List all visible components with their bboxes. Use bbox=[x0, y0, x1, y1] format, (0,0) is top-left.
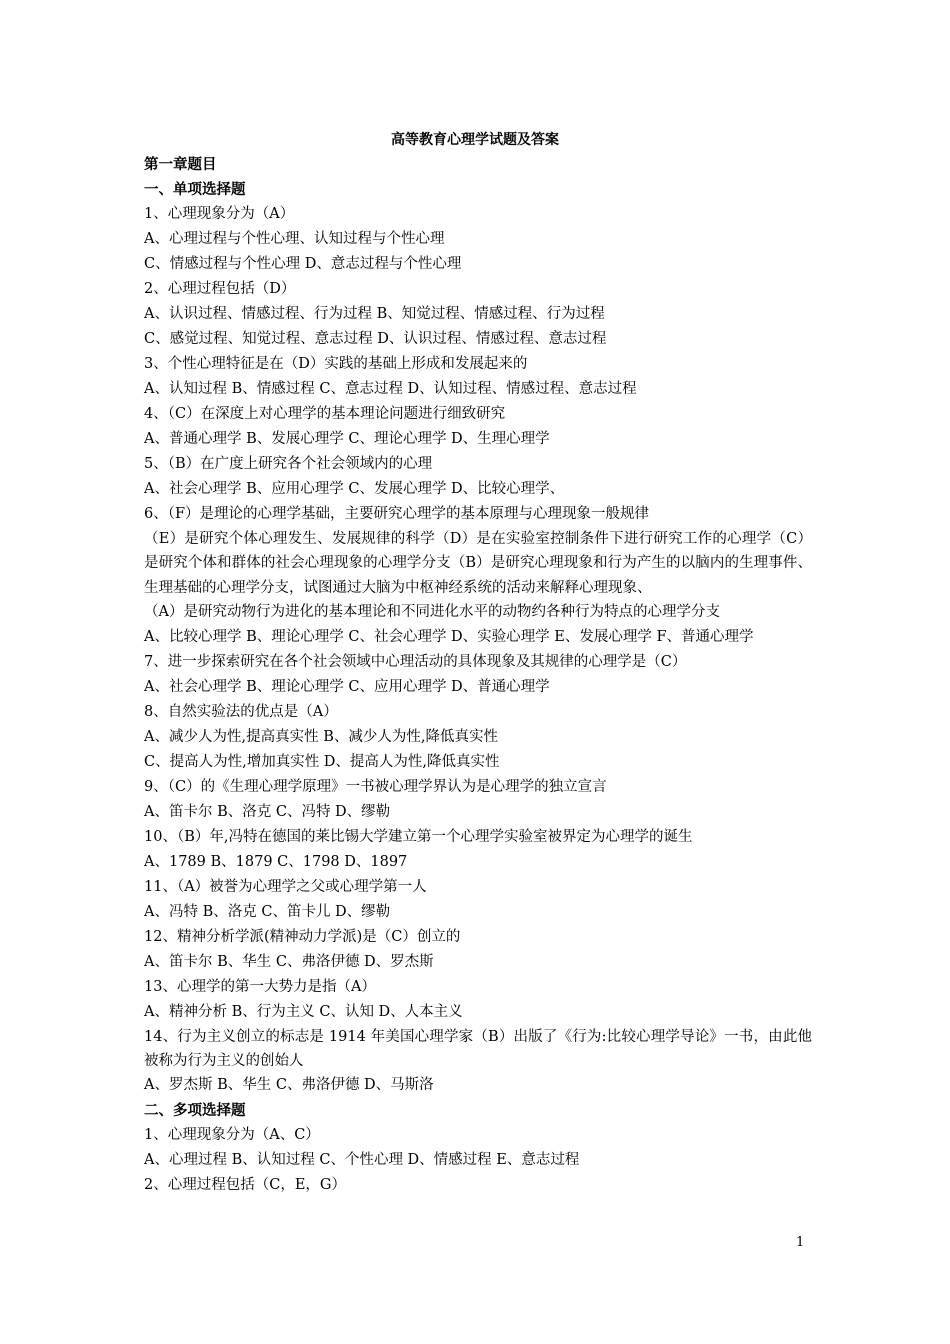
text-line: 1、心理现象分为（A） bbox=[144, 206, 295, 222]
text-line: 12、精神分析学派(精神动力学派)是（C）创立的 bbox=[144, 928, 461, 945]
document-body bbox=[144, 152, 812, 1198]
text-line: A、心理过程 B、认知过程 C、个性心理 D、情感过程 E、意志过程 bbox=[144, 1152, 580, 1169]
section-heading: 第一章题目 bbox=[144, 156, 217, 173]
text-line: A、心理过程与个性心理、认知过程与个性心理 bbox=[144, 231, 445, 247]
text-line: A、罗杰斯 B、华生 C、弗洛伊德 D、马斯洛 bbox=[144, 1077, 434, 1094]
text-line: 7、进一步探索研究在各个社会领域中心理活动的具体现象及其规律的心理学是（C） bbox=[144, 653, 687, 670]
text-line: A、认知过程 B、情感过程 C、意志过程 D、认知过程、情感过程、意志过程 bbox=[144, 381, 637, 397]
text-line: A、冯特 B、洛克 C、笛卡儿 D、缪勒 bbox=[144, 903, 391, 920]
page-number: 1 bbox=[796, 1235, 805, 1250]
text-line: C、情感过程与个性心理 D、意志过程与个性心理 bbox=[144, 256, 462, 272]
text-line: 2、心理过程包括（C，E，G） bbox=[144, 1177, 346, 1194]
text-line: 8、自然实验法的优点是（A） bbox=[144, 703, 338, 720]
text-line: A、笛卡尔 B、华生 C、弗洛伊德 D、罗杰斯 bbox=[144, 953, 434, 970]
text-line: A、减少人为性,提高真实性 B、减少人为性,降低真实性 bbox=[144, 728, 498, 745]
text-line: A、精神分析 B、行为主义 C、认知 D、人本主义 bbox=[144, 1003, 463, 1020]
text-line: A、笛卡尔 B、洛克 C、冯特 D、缪勒 bbox=[144, 803, 391, 820]
section-heading: 二、多项选择题 bbox=[144, 1102, 246, 1120]
text-paragraph: 14、行为主义创立的标志是 1914 年美国心理学家（B）出版了《行为:比较心理学导论》一书，由此他被称为行为主义的创始人 bbox=[144, 1028, 812, 1070]
text-line: 10、（B）年,冯特在德国的莱比锡大学建立第一个心理学实验室被界定为心理学的诞生 bbox=[144, 828, 693, 845]
text-line: 9、（C）的《生理心理学原理》一书被心理学界认为是心理学的独立宣言 bbox=[144, 778, 607, 795]
text-paragraph: （E）是研究个体心理发生、发展规律的科学（D）是在实验室控制条件下进行研究工作的心理学（C）是研究个体和群体的社会心理现象的心理学分支（B）是研究心理现象和行为产生的以脑内的生理事件、生理基础的心理学分支，试图通过大脑为中枢神经系统的活动来解释心理现象、 bbox=[144, 531, 812, 596]
text-line: A、认识过程、情感过程、行为过程 B、知觉过程、情感过程、行为过程 bbox=[144, 306, 605, 322]
text-line: 5、（B）在广度上研究各个社会领域内的心理 bbox=[144, 456, 433, 472]
text-line: 13、心理学的第一大势力是指（A） bbox=[144, 978, 376, 995]
text-line: 1、心理现象分为（A、C） bbox=[144, 1127, 320, 1144]
text-line: 2、心理过程包括（D） bbox=[144, 281, 296, 297]
text-line: 4、（C）在深度上对心理学的基本理论问题进行细致研究 bbox=[144, 406, 506, 422]
document-title: 高等教育心理学试题及答案 bbox=[391, 132, 559, 148]
text-line: （A）是研究动物行为进化的基本理论和不同进化水平的动物约各种行为特点的心理学分支 bbox=[144, 603, 720, 620]
text-line: C、感觉过程、知觉过程、意志过程 D、认识过程、情感过程、意志过程 bbox=[144, 331, 607, 347]
text-line: 3、个性心理特征是在（D）实践的基础上形成和发展起来的 bbox=[144, 356, 528, 372]
text-line: 6、（F）是理论的心理学基础，主要研究心理学的基本原理与心理现象一般规律 bbox=[144, 506, 650, 522]
section-heading: 一、单项选择题 bbox=[144, 181, 246, 198]
text-line: C、提高人为性,增加真实性 D、提高人为性,降低真实性 bbox=[144, 753, 500, 770]
text-line: A、比较心理学 B、理论心理学 C、社会心理学 D、实验心理学 E、发展心理学 F、普通心理学 bbox=[144, 628, 754, 645]
text-line: A、社会心理学 B、应用心理学 C、发展心理学 D、比较心理学、 bbox=[144, 481, 565, 497]
text-line: 11、（A）被誉为心理学之父或心理学第一人 bbox=[144, 878, 427, 895]
text-line: A、社会心理学 B、理论心理学 C、应用心理学 D、普通心理学 bbox=[144, 678, 550, 695]
text-line: A、1789 B、1879 C、1798 D、1897 bbox=[144, 853, 408, 870]
text-line: A、普通心理学 B、发展心理学 C、理论心理学 D、生理心理学 bbox=[144, 431, 550, 447]
